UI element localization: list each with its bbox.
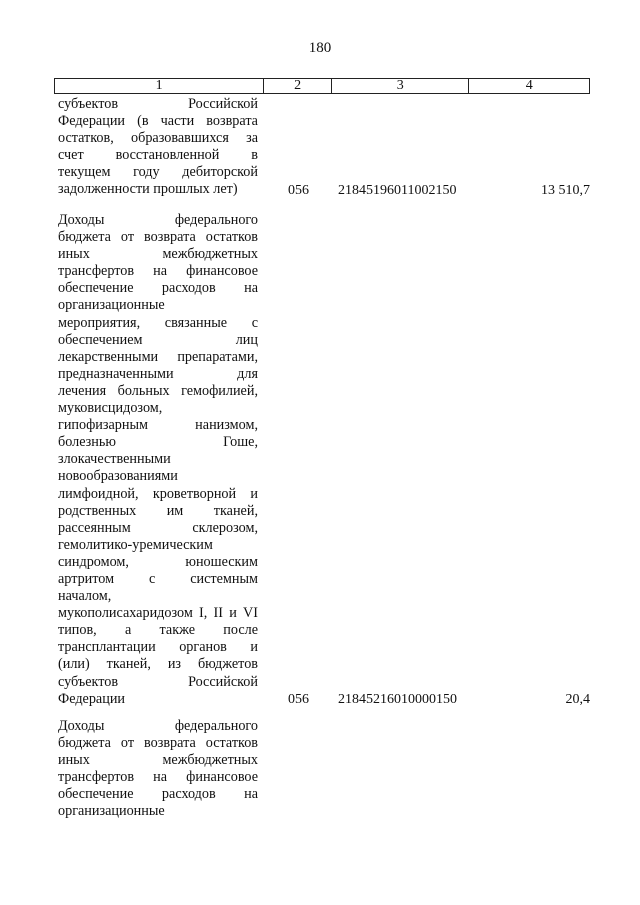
description-line: началом, <box>58 588 112 605</box>
description-line: мукополисахаридозом I, II и VI <box>58 605 258 622</box>
description-line: мероприятия, связанные с <box>58 314 258 331</box>
header-col-2: 2 <box>264 79 332 93</box>
header-col-3: 3 <box>332 79 469 93</box>
row-code: 056 <box>288 691 309 707</box>
description-line: родственных им тканей, <box>58 502 258 519</box>
description-line: злокачественными <box>58 451 171 468</box>
description-line: новообразованиями <box>58 468 178 485</box>
row-description <box>58 718 258 821</box>
row-description <box>58 96 258 199</box>
description-line: обеспечением лиц <box>58 331 258 348</box>
description-line: Федерации <box>58 690 126 707</box>
description-line: счет восстановленной в <box>58 147 258 164</box>
description-line: (или) тканей, из бюджетов <box>58 656 258 673</box>
row-code: 056 <box>288 182 309 198</box>
row-kbk: 21845196011002150 <box>338 182 457 198</box>
description-line: бюджета от возврата остатков <box>58 735 258 752</box>
description-line: обеспечение расходов на <box>58 280 258 297</box>
description-line: бюджета от возврата остатков <box>58 229 258 246</box>
description-line: субъектов Российской <box>58 96 258 112</box>
row-kbk: 21845216010000150 <box>338 691 457 707</box>
description-line: Доходы федерального <box>58 212 258 228</box>
description-line: лимфоидной, кроветворной и <box>58 485 258 502</box>
description-line: муковисцидозом, <box>58 400 163 417</box>
description-line: организационные <box>58 803 165 820</box>
page-number: 180 <box>308 40 332 56</box>
description-line: задолженности прошлых лет) <box>58 181 238 198</box>
description-line: артритом с системным <box>58 570 258 587</box>
header-col-1: 1 <box>55 79 264 93</box>
description-line: типов, а также после <box>58 622 258 639</box>
description-line: рассеянным склерозом, <box>58 519 258 536</box>
description-line: гипофизарным нанизмом, <box>58 417 258 434</box>
description-line: болезнью Гоше, <box>58 434 258 451</box>
row-description <box>58 212 258 708</box>
description-line: Доходы федерального <box>58 718 258 734</box>
description-line: гемолитико-уремическим <box>58 536 213 553</box>
description-line: лечения больных гемофилией, <box>58 382 258 399</box>
table-header <box>54 78 590 94</box>
description-line: лекарственными препаратами, <box>58 348 258 365</box>
description-line: иных межбюджетных <box>58 246 258 263</box>
description-line: синдромом, юношеским <box>58 553 258 570</box>
row-amount: 20,4 <box>565 691 590 707</box>
description-line: Федерации (в части возврата <box>58 113 258 130</box>
row-amount: 13 510,7 <box>541 182 590 198</box>
description-line: иных межбюджетных <box>58 752 258 769</box>
description-line: организационные <box>58 297 165 314</box>
description-line: трансфертов на финансовое <box>58 263 258 280</box>
header-col-4: 4 <box>525 78 533 93</box>
description-line: обеспечение расходов на <box>58 786 258 803</box>
description-line: трансплантации органов и <box>58 639 258 656</box>
description-line: текущем году дебиторской <box>58 164 258 181</box>
description-line: субъектов Российской <box>58 673 258 690</box>
description-line: предназначенными для <box>58 365 258 382</box>
description-line: остатков, образовавшихся за <box>58 130 258 147</box>
description-line: трансфертов на финансовое <box>58 769 258 786</box>
